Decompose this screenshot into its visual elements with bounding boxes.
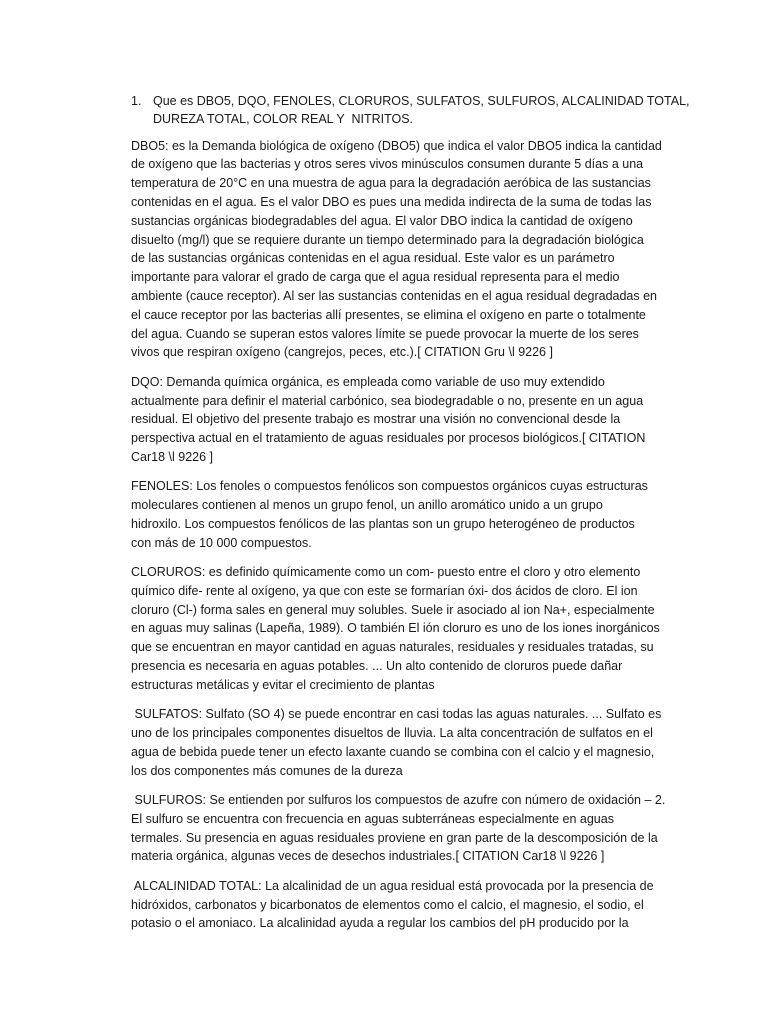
paragraph-line: temperatura de 20°C en una muestra de agua para la degradación aeróbica de las sustancias [131, 176, 651, 191]
paragraph-line: en aguas muy salinas (Lapeña, 1989). O también El ión cloruro es uno de los iones inorgánicos [131, 621, 660, 636]
paragraph-alcalinidad-total [131, 877, 731, 933]
paragraph-line: de las sustancias orgánicas contenidas en el agua residual. Este valor es un parámetro [131, 251, 615, 266]
paragraph-dbo5 [131, 137, 731, 363]
document-body [131, 92, 731, 944]
paragraph-line: SULFATOS: Sulfato (SO 4) se puede encontrar en casi todas las aguas naturales. ... Sulfato es [131, 707, 662, 722]
paragraph-line: cloruro (Cl-) forma sales en general muy solubles. Suele ir asociado al ion Na+, especialmente [131, 602, 655, 617]
heading-line: Que es DBO5, DQO, FENOLES, CLORUROS, SULFATOS, SULFUROS, ALCALINIDAD TOTAL, [153, 93, 690, 108]
heading-line: DUREZA TOTAL, COLOR REAL Y NITRITOS. [153, 112, 414, 127]
paragraph-line: El sulfuro se encuentra con frecuencia en aguas subterráneas especialmente en aguas [131, 811, 614, 826]
paragraph-fenoles [131, 477, 731, 552]
paragraph-line: termales. Su presencia en aguas residuales proviene en gran parte de la descomposición de la [131, 830, 658, 845]
paragraph-line: ALCALINIDAD TOTAL: La alcalinidad de un agua residual está provocada por la presencia de [131, 878, 654, 893]
paragraph-line: DQO: Demanda química orgánica, es empleada como variable de uso muy extendido [131, 374, 605, 389]
paragraph-line: sustancias orgánicas biodegradables del agua. El valor DBO indica la cantidad de oxígeno [131, 213, 633, 228]
paragraph-line: materia orgánica, algunas veces de desechos industriales.[ CITATION Car18 \l 9226 ] [131, 849, 605, 864]
paragraph-line: Car18 \l 9226 ] [131, 449, 213, 464]
paragraph-sulfuros [131, 791, 731, 866]
paragraph-line: CLORUROS: es definido químicamente como un com- puesto entre el cloro y otro elemento [131, 565, 641, 580]
heading-text [153, 92, 731, 130]
paragraph-line: hidroxilo. Los compuestos fenólicos de las plantas son un grupo heterogéneo de productos [131, 516, 635, 531]
paragraph-line: presencia es necesaria en aguas potables. ... Un alto contenido de cloruros puede dañar [131, 659, 623, 674]
paragraph-line: químico dife- rente al oxígeno, ya que con este se formarían óxi- dos ácidos de cloro. El ion [131, 583, 638, 598]
paragraph-line: agua de bebida puede tener un efecto laxante cuando se combina con el calcio y el magnesio, [131, 744, 655, 759]
paragraph-line: ambiente (cauce receptor). Al ser las sustancias contenidas en el agua residual degradadas en [131, 288, 658, 303]
paragraph-line: potasio o el amoniaco. La alcalinidad ayuda a regular los cambios del pH producido por la [131, 916, 629, 931]
paragraph-line: hidróxidos, carbonatos y bicarbonatos de elementos como el calcio, el magnesio, el sodio, el [131, 897, 644, 912]
question-heading [131, 92, 731, 130]
list-number: 1. [131, 93, 142, 108]
paragraph-line: estructuras metálicas y evitar el crecimiento de plantas [131, 677, 435, 692]
paragraph-cloruros [131, 563, 731, 695]
paragraph-line: de oxígeno que las bacterias y otros seres vivos minúsculos consumen durante 5 días a una [131, 157, 644, 172]
paragraph-line: residual. El objetivo del presente trabajo es mostrar una visión no convencional desde la [131, 412, 621, 427]
paragraph-line: el cauce receptor por las bacterias allí presentes, se elimina el oxígeno en parte o totalmente [131, 307, 646, 322]
paragraph-line: vivos que respiran oxígeno (cangrejos, peces, etc.).[ CITATION Gru \l 9226 ] [131, 345, 553, 360]
paragraph-line: que se encuentran en mayor cantidad en aguas naturales, residuales y residuales tratadas, su [131, 640, 654, 655]
paragraph-line: moleculares contienen al menos un grupo fenol, un anillo aromático unido a un grupo [131, 498, 603, 513]
paragraph-line: del agua. Cuando se superan estos valores límite se puede provocar la muerte de los seres [131, 326, 639, 341]
paragraph-line: uno de los principales componentes disueltos de lluvia. La alta concentración de sulfatos en el [131, 726, 653, 741]
paragraph-line: DBO5: es la Demanda biológica de oxígeno (DBO5) que indica el valor DBO5 indica la cantidad [131, 138, 662, 153]
paragraph-line: los dos componentes más comunes de la dureza [131, 763, 403, 778]
paragraph-line: disuelto (mg/l) que se requiere durante un tiempo determinado para la degradación biológica [131, 232, 644, 247]
paragraph-line: FENOLES: Los fenoles o compuestos fenólicos son compuestos orgánicos cuyas estructuras [131, 479, 648, 494]
paragraph-dqo [131, 373, 731, 467]
paragraph-sulfatos [131, 705, 731, 780]
paragraph-line: actualmente para definir el material carbónico, sea biodegradable o no, presente en un agua [131, 393, 644, 408]
paragraph-line: perspectiva actual en el tratamiento de aguas residuales por procesos biológicos.[ CITATION [131, 431, 646, 446]
paragraph-line: importante para valorar el grado de carga que el agua residual representa para el medio [131, 270, 620, 285]
paragraph-line: con más de 10 000 compuestos. [131, 535, 312, 550]
paragraph-line: contenidas en el agua. Es el valor DBO es pues una medida indirecta de la suma de todas las [131, 194, 652, 209]
paragraph-line: SULFUROS: Se entienden por sulfuros los compuestos de azufre con número de oxidación – 2. [131, 793, 666, 808]
